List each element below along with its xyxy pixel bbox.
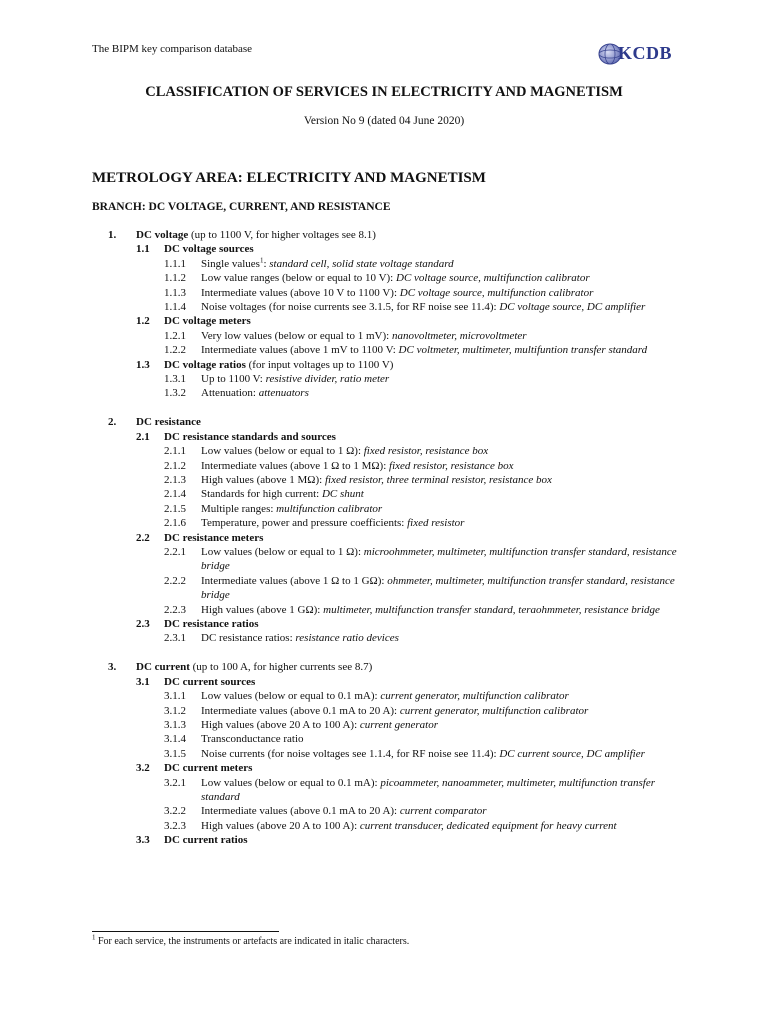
section-title-line xyxy=(136,660,768,674)
item-description: Low values (below or equal to 1 Ω): xyxy=(201,546,364,559)
version-line: Version No 9 (dated 04 June 2020) xyxy=(303,115,465,127)
item-number: 3.1.4 xyxy=(164,733,186,746)
item-number: 2.1.3 xyxy=(164,474,186,486)
document-title: CLASSIFICATION OF SERVICES IN ELECTRICITY AND MAGNETISM xyxy=(145,84,623,100)
section-title: DC current xyxy=(136,661,190,674)
item-instruments: DC shunt xyxy=(321,488,364,501)
item-separator: : xyxy=(263,257,270,270)
item-text-line xyxy=(201,516,681,530)
section-title-line xyxy=(136,415,768,429)
item-instruments: fixed resistor xyxy=(407,517,465,530)
section-number: 2. xyxy=(108,416,117,429)
item-description: High values (above 20 A to 100 A): xyxy=(201,719,360,731)
item-instruments: DC voltage source, multifunction calibrator xyxy=(396,272,590,285)
item-text-line xyxy=(201,444,681,458)
item-instruments: standard cell, solid state voltage standard xyxy=(269,257,454,270)
item-instruments: current comparator xyxy=(399,805,487,818)
item-description: Up to 1100 V: xyxy=(201,373,266,386)
subsection-heading xyxy=(0,531,768,545)
item-instruments: current generator, multifunction calibrator xyxy=(399,704,589,717)
item-number: 1.1.3 xyxy=(164,286,186,299)
service-item xyxy=(0,459,768,473)
footnote-divider xyxy=(92,931,279,932)
item-text-line xyxy=(201,704,681,718)
item-number: 2.1.4 xyxy=(164,488,186,501)
item-instruments: microohmmeter, multimeter, multifunction transfer standard, resistance bridge xyxy=(201,546,677,573)
item-description: Transconductance ratio xyxy=(201,733,304,746)
item-description: DC resistance ratios: xyxy=(201,632,296,645)
item-text-line xyxy=(201,257,681,271)
subsection-title: DC current meters xyxy=(164,762,253,775)
section-title: DC voltage xyxy=(136,229,189,241)
item-description: Very low values (below or equal to 1 mV): xyxy=(201,329,392,342)
subsection-title: DC current sources xyxy=(164,675,256,688)
item-text-line xyxy=(201,574,681,603)
section-heading xyxy=(0,660,768,674)
item-text-line xyxy=(201,473,681,487)
service-item xyxy=(0,819,768,833)
service-item xyxy=(0,776,768,805)
section-1 xyxy=(0,228,768,401)
subsection-title-line xyxy=(164,314,768,328)
subsection-title-line xyxy=(164,531,768,545)
item-number: 1.1.1 xyxy=(164,257,186,270)
item-description: Standards for high current: xyxy=(201,488,322,501)
subsection-heading xyxy=(0,430,768,444)
item-text-line xyxy=(201,545,681,574)
item-description: Low values (below or equal to 1 Ω): xyxy=(201,445,364,458)
kcdb-logo xyxy=(596,42,680,66)
section-heading xyxy=(0,228,768,242)
subsection-number: 1.3 xyxy=(136,358,150,371)
section-title: DC resistance xyxy=(136,416,201,429)
service-item xyxy=(0,804,768,818)
item-instruments: resistive divider, ratio meter xyxy=(265,373,390,386)
item-number: 1.3.1 xyxy=(164,373,186,386)
item-number: 3.2.2 xyxy=(164,805,186,818)
subsection-heading xyxy=(0,314,768,328)
section-number: 3. xyxy=(108,661,117,674)
subsection-title-suffix: (for input voltages up to 1100 V) xyxy=(245,358,394,371)
item-text-line xyxy=(201,603,681,617)
item-description: Intermediate values (above 1 Ω to 1 GΩ): xyxy=(201,574,388,587)
item-description: Intermediate values (above 0.1 mA to 20 A): xyxy=(201,704,400,717)
subsection-number: 1.1 xyxy=(136,243,150,256)
service-item xyxy=(0,718,768,732)
item-text-line xyxy=(201,286,681,300)
item-number: 3.1.5 xyxy=(164,747,186,760)
footnote-marker: 1 xyxy=(92,933,96,942)
service-item xyxy=(0,732,768,746)
subsection-heading xyxy=(0,761,768,775)
service-item xyxy=(0,574,768,603)
item-instruments: nanovoltmeter, microvoltmeter xyxy=(391,329,527,342)
item-description: Intermediate values (above 0.1 mA to 20 A): xyxy=(201,805,400,818)
subsection-number: 3.3 xyxy=(136,834,150,847)
item-instruments: multimeter, multifunction transfer standard, teraohmmeter, resistance bridge xyxy=(323,603,660,616)
subsection-number: 2.2 xyxy=(136,531,150,544)
item-text-line xyxy=(201,386,681,400)
subsection-title-line xyxy=(164,617,768,631)
service-item xyxy=(0,704,768,718)
subsection-number: 2.3 xyxy=(136,618,150,631)
item-instruments: current generator, multifunction calibrator xyxy=(380,690,569,703)
subsection-title: DC resistance standards and sources xyxy=(164,430,336,443)
subsection-number: 3.1 xyxy=(136,675,150,688)
subsection-heading xyxy=(0,675,768,689)
section-heading xyxy=(0,415,768,429)
item-instruments: fixed resistor, three terminal resistor, resistance box xyxy=(324,474,552,486)
item-text-line xyxy=(201,343,681,357)
metrology-area-heading: METROLOGY AREA: ELECTRICITY AND MAGNETISM xyxy=(92,170,486,186)
service-item xyxy=(0,257,768,271)
subsection-title-line xyxy=(164,761,768,775)
section-2 xyxy=(0,415,768,646)
footnote xyxy=(92,933,410,947)
item-description: Intermediate values (above 1 mV to 1100 V: xyxy=(201,344,399,357)
item-description: High values (above 1 GΩ): xyxy=(201,603,324,616)
item-number: 3.1.3 xyxy=(164,719,186,731)
subsection-title: DC voltage sources xyxy=(164,243,254,256)
item-number: 2.1.2 xyxy=(164,459,186,472)
classification-list xyxy=(0,228,768,862)
item-description: Single values xyxy=(201,257,260,270)
item-text-line xyxy=(201,747,681,761)
item-instruments: fixed resistor, resistance box xyxy=(363,445,489,458)
item-number: 2.2.1 xyxy=(164,546,186,559)
item-description: Multiple ranges: xyxy=(201,502,277,515)
item-instruments: DC current source, DC amplifier xyxy=(499,747,645,760)
subsection-title-line xyxy=(164,358,768,372)
service-item xyxy=(0,271,768,285)
footnote-ref: 1 xyxy=(259,256,264,265)
item-number: 1.1.2 xyxy=(164,272,186,285)
service-item xyxy=(0,329,768,343)
subsection-heading xyxy=(0,617,768,631)
item-instruments: picoammeter, nanoammeter, multimeter, multifunction transfer standard xyxy=(201,776,655,804)
item-number: 3.1.2 xyxy=(164,704,186,717)
service-item xyxy=(0,516,768,530)
subsection-title: DC current ratios xyxy=(164,834,248,847)
service-item xyxy=(0,603,768,617)
item-instruments: fixed resistor, resistance box xyxy=(389,459,514,472)
item-instruments: resistance ratio devices xyxy=(295,632,399,645)
item-description: Low value ranges (below or equal to 10 V): xyxy=(201,272,396,285)
item-instruments: DC voltmeter, multimeter, multifuntion transfer standard xyxy=(398,344,648,357)
item-text-line xyxy=(201,689,681,703)
item-text-line xyxy=(201,732,681,746)
service-item xyxy=(0,386,768,400)
item-number: 2.1.1 xyxy=(164,445,186,458)
subsection-number: 1.2 xyxy=(136,315,150,328)
item-instruments: multifunction calibrator xyxy=(276,502,383,515)
item-number: 1.1.4 xyxy=(164,301,186,314)
item-instruments: attenuators xyxy=(258,387,309,400)
item-text-line xyxy=(201,718,681,732)
service-item xyxy=(0,473,768,487)
section-title-suffix: (up to 1100 V, for higher voltages see 8.1) xyxy=(188,229,376,241)
item-description: Temperature, power and pressure coefficients: xyxy=(201,517,408,530)
service-item xyxy=(0,747,768,761)
branch-heading: BRANCH: DC VOLTAGE, CURRENT, AND RESISTANCE xyxy=(92,201,391,213)
item-instruments: DC voltage source, DC amplifier xyxy=(499,301,646,314)
subsection-title: DC voltage meters xyxy=(164,315,251,328)
item-description: High values (above 20 A to 100 A): xyxy=(201,819,360,832)
item-number: 2.3.1 xyxy=(164,632,186,645)
subsection-number: 2.1 xyxy=(136,430,150,443)
section-title-line xyxy=(136,228,768,242)
item-description: Low values (below or equal to 0.1 mA): xyxy=(201,776,381,789)
subsection-title-line xyxy=(164,833,768,847)
item-description: Intermediate values (above 1 Ω to 1 MΩ): xyxy=(201,459,390,472)
item-description: Noise currents (for noise voltages see 1.1.4, for RF noise see 11.4): xyxy=(201,747,500,760)
item-number: 2.2.3 xyxy=(164,603,186,616)
subsection-heading xyxy=(0,242,768,256)
item-instruments: current generator xyxy=(359,719,438,731)
item-number: 2.1.6 xyxy=(164,517,186,530)
item-text-line xyxy=(201,804,681,818)
item-text-line xyxy=(201,271,681,285)
item-number: 1.2.1 xyxy=(164,329,186,342)
service-item xyxy=(0,631,768,645)
item-number: 2.1.5 xyxy=(164,502,186,515)
item-text-line xyxy=(201,819,681,833)
service-item xyxy=(0,444,768,458)
item-description: Intermediate values (above 10 V to 1100 V): xyxy=(201,286,400,299)
logo-text: KCDB xyxy=(618,43,673,63)
service-item xyxy=(0,502,768,516)
header-database-name: The BIPM key comparison database xyxy=(92,43,253,55)
item-text-line xyxy=(201,502,681,516)
item-instruments: DC voltage source, multifunction calibrator xyxy=(399,286,594,299)
service-item xyxy=(0,300,768,314)
item-number: 3.1.1 xyxy=(164,690,186,703)
item-number: 1.2.2 xyxy=(164,344,186,357)
subsection-title: DC resistance ratios xyxy=(164,618,259,631)
item-number: 3.2.1 xyxy=(164,776,186,789)
item-text-line xyxy=(201,300,681,314)
item-text-line xyxy=(201,459,681,473)
item-text-line xyxy=(201,631,681,645)
section-title-suffix: (up to 100 A, for higher currents see 8.7) xyxy=(189,661,373,674)
section-3 xyxy=(0,660,768,847)
footnote-text: For each service, the instruments or artefacts are indicated in italic characters. xyxy=(95,936,410,947)
service-item xyxy=(0,487,768,501)
service-item xyxy=(0,689,768,703)
service-item xyxy=(0,545,768,574)
item-text-line xyxy=(201,372,681,386)
item-description: High values (above 1 MΩ): xyxy=(201,474,325,486)
item-text-line xyxy=(201,487,681,501)
subsection-heading xyxy=(0,358,768,372)
section-number: 1. xyxy=(108,229,117,241)
subsection-title-line xyxy=(164,242,768,256)
item-description: Noise voltages (for noise currents see 3.1.5, for RF noise see 11.4): xyxy=(201,301,500,314)
subsection-title-line xyxy=(164,675,768,689)
item-number: 2.2.2 xyxy=(164,574,186,587)
item-number: 1.3.2 xyxy=(164,387,186,400)
item-text-line xyxy=(201,329,681,343)
item-description: Low values (below or equal to 0.1 mA): xyxy=(201,690,381,703)
item-description: Attenuation: xyxy=(201,387,259,400)
service-item xyxy=(0,372,768,386)
item-text-line xyxy=(201,776,681,805)
service-item xyxy=(0,343,768,357)
item-number: 3.2.3 xyxy=(164,819,186,832)
subsection-title: DC voltage ratios xyxy=(164,358,246,371)
subsection-number: 3.2 xyxy=(136,762,150,775)
service-item xyxy=(0,286,768,300)
subsection-heading xyxy=(0,833,768,847)
subsection-title: DC resistance meters xyxy=(164,531,264,544)
subsection-title-line xyxy=(164,430,768,444)
item-instruments: ohmmeter, multimeter, multifunction transfer standard, resistance bridge xyxy=(201,574,675,602)
item-instruments: current transducer, dedicated equipment for heavy current xyxy=(359,819,617,832)
